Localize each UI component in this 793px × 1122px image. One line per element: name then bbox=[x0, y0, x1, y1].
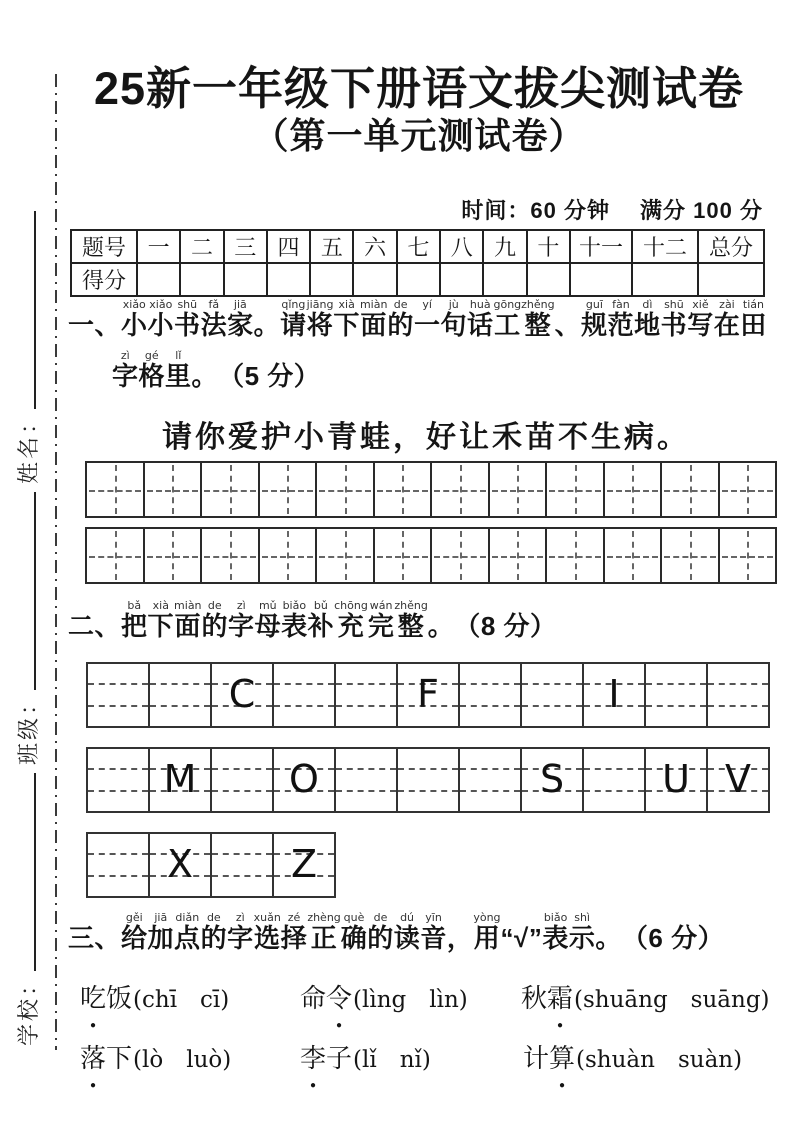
word-pinyin-choices: (chī cī) bbox=[133, 987, 230, 1013]
tianzige-cell bbox=[718, 527, 778, 584]
word-item-qiushuang bbox=[521, 978, 770, 1031]
tianzige-cell bbox=[488, 527, 548, 584]
emphasis-dot: ● bbox=[309, 1080, 317, 1091]
alphabet-cell-blank bbox=[272, 662, 336, 728]
emphasis-dot: ● bbox=[335, 1020, 343, 1031]
score-cell-blank bbox=[527, 263, 570, 296]
tianzige-cell bbox=[488, 461, 548, 518]
section-1-heading-line-1 bbox=[68, 299, 767, 341]
score-cell-blank bbox=[440, 263, 483, 296]
emphasis-dot: ● bbox=[556, 1020, 564, 1031]
score-cell-blank bbox=[632, 263, 698, 296]
word-pinyin-choices: (lò luò) bbox=[133, 1047, 232, 1073]
alphabet-letter bbox=[88, 749, 148, 798]
section-1-heading-text-2: 字zì格gé里lǐ。 （ 5 分 ） bbox=[112, 349, 321, 391]
alphabet-letter: Z bbox=[290, 842, 318, 886]
alphabet-cell-blank bbox=[582, 747, 646, 813]
margin-field-label: 姓名： bbox=[16, 408, 41, 484]
copy-sentence: 请你爱护小青蛙，好让禾苗不生病。 bbox=[162, 420, 690, 455]
score-column-header: 三 bbox=[224, 230, 267, 263]
score-cell-blank bbox=[310, 263, 353, 296]
score-column-header: 总分 bbox=[698, 230, 764, 263]
alphabet-cell-filled bbox=[272, 832, 336, 898]
score-column-header: 一 bbox=[137, 230, 180, 263]
section-1-heading-text: 小xiǎo小xiǎo书shū法fǎ家jiā。 请qǐng将jiāng下xià面miàn的de一yí句jù话huà工gōng整zhěng、 规guī范fàn地dì书shū写xiě在zài田tián bbox=[121, 298, 767, 340]
alphabet-letter bbox=[460, 664, 520, 713]
alphabet-letter bbox=[88, 664, 148, 713]
word-pinyin-choices: (shuāng suāng) bbox=[574, 987, 770, 1013]
word-pinyin-choices: (lìng lìn) bbox=[353, 987, 468, 1013]
margin-field-label: 班级： bbox=[16, 689, 41, 765]
alphabet-letter: V bbox=[725, 757, 751, 801]
alphabet-letter: X bbox=[166, 842, 194, 886]
alphabet-cell-filled bbox=[520, 747, 584, 813]
tianzige-cell bbox=[258, 527, 318, 584]
word-character: 子 bbox=[326, 1044, 353, 1073]
alphabet-cell-filled bbox=[272, 747, 336, 813]
alphabet-letter: S bbox=[539, 757, 565, 801]
section-2-number: 二、 bbox=[68, 611, 122, 641]
score-cell-blank bbox=[397, 263, 440, 296]
alphabet-letter bbox=[584, 749, 644, 798]
alphabet-cell-blank bbox=[396, 747, 460, 813]
score-cell-blank bbox=[483, 263, 526, 296]
score-column-header: 七 bbox=[397, 230, 440, 263]
tianzige-row-2 bbox=[85, 527, 777, 584]
score-cell-blank bbox=[570, 263, 632, 296]
alphabet-cell-filled bbox=[396, 662, 460, 728]
word-character: 饭 bbox=[106, 984, 133, 1013]
score-table-header-row bbox=[71, 230, 764, 263]
alphabet-row-1 bbox=[86, 662, 770, 728]
alphabet-cell-blank bbox=[458, 662, 522, 728]
alphabet-letter bbox=[336, 664, 396, 713]
margin-field-label: 学校： bbox=[16, 970, 41, 1046]
alphabet-cell-blank bbox=[210, 747, 274, 813]
alphabet-letter bbox=[212, 834, 272, 883]
alphabet-letter: F bbox=[417, 672, 439, 716]
tianzige-cell bbox=[258, 461, 318, 518]
word-item-jisuan bbox=[523, 1038, 743, 1091]
score-column-header: 九 bbox=[483, 230, 526, 263]
section-3-heading-text: 给gěi加jiā点diǎn的de字zì选xuǎn择zé正zhèng确què的de读dú音yīn， 用yòng“ √ ” 表biǎo示shì。 （ 6 分 ） bbox=[121, 911, 725, 953]
alphabet-letter bbox=[274, 664, 334, 713]
margin-field-blank bbox=[34, 492, 36, 690]
alphabet-cell-blank bbox=[86, 662, 150, 728]
tianzige-cell bbox=[200, 461, 260, 518]
word-item-chifan bbox=[80, 978, 230, 1031]
tianzige-cell bbox=[603, 461, 663, 518]
emphasis-dot: ● bbox=[558, 1080, 566, 1091]
score-table-header-label: 题号 bbox=[71, 230, 137, 263]
tianzige-cell bbox=[143, 527, 203, 584]
score-cell-blank bbox=[267, 263, 310, 296]
section-1-number: 一、 bbox=[68, 310, 122, 340]
emphasis-dot: ● bbox=[89, 1080, 97, 1091]
alphabet-cell-filled bbox=[582, 662, 646, 728]
word-character: 命 bbox=[300, 984, 327, 1013]
alphabet-letter bbox=[522, 664, 582, 713]
alphabet-letter bbox=[398, 749, 458, 798]
score-column-header: 八 bbox=[440, 230, 483, 263]
page-title: 25新一年级下册语文拔尖测试卷 bbox=[93, 63, 745, 114]
score-table bbox=[70, 229, 765, 297]
tianzige-cell bbox=[545, 461, 605, 518]
score-cell-blank bbox=[180, 263, 223, 296]
alphabet-letter: M bbox=[163, 757, 197, 801]
alphabet-cell-blank bbox=[86, 832, 150, 898]
alphabet-cell-blank bbox=[334, 747, 398, 813]
binding-line bbox=[55, 74, 57, 1050]
alphabet-cell-blank bbox=[210, 832, 274, 898]
score-column-header: 四 bbox=[267, 230, 310, 263]
alphabet-letter: O bbox=[289, 757, 319, 801]
section-3-heading bbox=[68, 912, 724, 954]
score-cell-blank bbox=[224, 263, 267, 296]
alphabet-cell-filled bbox=[210, 662, 274, 728]
word-pinyin-choices: (lǐ nǐ) bbox=[353, 1047, 431, 1073]
score-column-header: 十一 bbox=[570, 230, 632, 263]
tianzige-cell bbox=[373, 527, 433, 584]
tianzige-cell bbox=[430, 527, 490, 584]
word-character: 令 ● bbox=[326, 984, 353, 1031]
word-character: 计 bbox=[523, 1044, 550, 1073]
tianzige-cell bbox=[200, 527, 260, 584]
tianzige-cell bbox=[718, 461, 778, 518]
score-column-header: 五 bbox=[310, 230, 353, 263]
section-2-heading bbox=[68, 600, 557, 642]
alphabet-cell-filled bbox=[644, 747, 708, 813]
margin-field-blank bbox=[34, 773, 36, 971]
word-item-luoxia bbox=[80, 1038, 232, 1091]
alphabet-cell-blank bbox=[148, 662, 212, 728]
score-cell-blank bbox=[137, 263, 180, 296]
word-item-lizi bbox=[300, 1038, 431, 1091]
alphabet-letter bbox=[212, 749, 272, 798]
alphabet-cell-blank bbox=[706, 662, 770, 728]
tianzige-cell bbox=[315, 461, 375, 518]
tianzige-cell bbox=[143, 461, 203, 518]
alphabet-letter bbox=[708, 664, 768, 713]
alphabet-letter bbox=[150, 664, 210, 713]
score-column-header: 十 bbox=[527, 230, 570, 263]
tianzige-cell bbox=[430, 461, 490, 518]
alphabet-row-2 bbox=[86, 747, 770, 813]
exam-time-score-meta: 时间：60 分钟 满分 100 分 bbox=[461, 198, 763, 223]
word-character: 秋 bbox=[521, 984, 548, 1013]
tianzige-cell bbox=[660, 461, 720, 518]
section-2-heading-text: 把bǎ下xià面miàn的de字zì母mǔ表biǎo补bǔ充chōng完wán整zhěng。 （ 8 分 ） bbox=[121, 599, 557, 641]
score-cell-blank bbox=[353, 263, 396, 296]
alphabet-letter: C bbox=[228, 672, 256, 716]
alphabet-cell-blank bbox=[334, 662, 398, 728]
score-cell-blank bbox=[698, 263, 764, 296]
alphabet-letter bbox=[460, 749, 520, 798]
tianzige-row-1 bbox=[85, 461, 777, 518]
score-column-header: 十二 bbox=[632, 230, 698, 263]
score-column-header: 六 bbox=[353, 230, 396, 263]
alphabet-cell-blank bbox=[644, 662, 708, 728]
tianzige-cell bbox=[373, 461, 433, 518]
alphabet-letter: U bbox=[662, 757, 690, 801]
word-character: 下 bbox=[106, 1044, 133, 1073]
section-1-heading-line-2 bbox=[112, 350, 320, 392]
tianzige-cell bbox=[545, 527, 605, 584]
alphabet-cell-blank bbox=[520, 662, 584, 728]
alphabet-row-3 bbox=[86, 832, 336, 898]
alphabet-cell-filled bbox=[706, 747, 770, 813]
emphasis-dot: ● bbox=[89, 1020, 97, 1031]
score-table-score-row bbox=[71, 263, 764, 296]
alphabet-letter: I bbox=[608, 672, 620, 716]
word-character: 落 ● bbox=[80, 1044, 107, 1091]
alphabet-cell-filled bbox=[148, 747, 212, 813]
tianzige-cell bbox=[660, 527, 720, 584]
word-character: 李 ● bbox=[300, 1044, 327, 1091]
word-item-mingling bbox=[300, 978, 468, 1031]
student-info-margin bbox=[12, 158, 52, 1050]
alphabet-cell-filled bbox=[148, 832, 212, 898]
tianzige-cell bbox=[315, 527, 375, 584]
alphabet-cell-blank bbox=[86, 747, 150, 813]
page-subtitle: （第一单元测试卷） bbox=[252, 115, 586, 156]
word-character: 算 ● bbox=[549, 1044, 576, 1091]
score-table-score-label: 得分 bbox=[71, 263, 137, 296]
alphabet-letter bbox=[336, 749, 396, 798]
tianzige-cell bbox=[85, 527, 145, 584]
alphabet-letter bbox=[88, 834, 148, 883]
word-character: 吃 ● bbox=[80, 984, 107, 1031]
tianzige-cell bbox=[85, 461, 145, 518]
word-character: 霜 ● bbox=[547, 984, 574, 1031]
section-3-number: 三、 bbox=[68, 923, 122, 953]
alphabet-letter bbox=[646, 664, 706, 713]
word-pinyin-choices: (shuàn suàn) bbox=[576, 1047, 743, 1073]
margin-field-blank bbox=[34, 211, 36, 409]
score-column-header: 二 bbox=[180, 230, 223, 263]
tianzige-cell bbox=[603, 527, 663, 584]
alphabet-cell-blank bbox=[458, 747, 522, 813]
